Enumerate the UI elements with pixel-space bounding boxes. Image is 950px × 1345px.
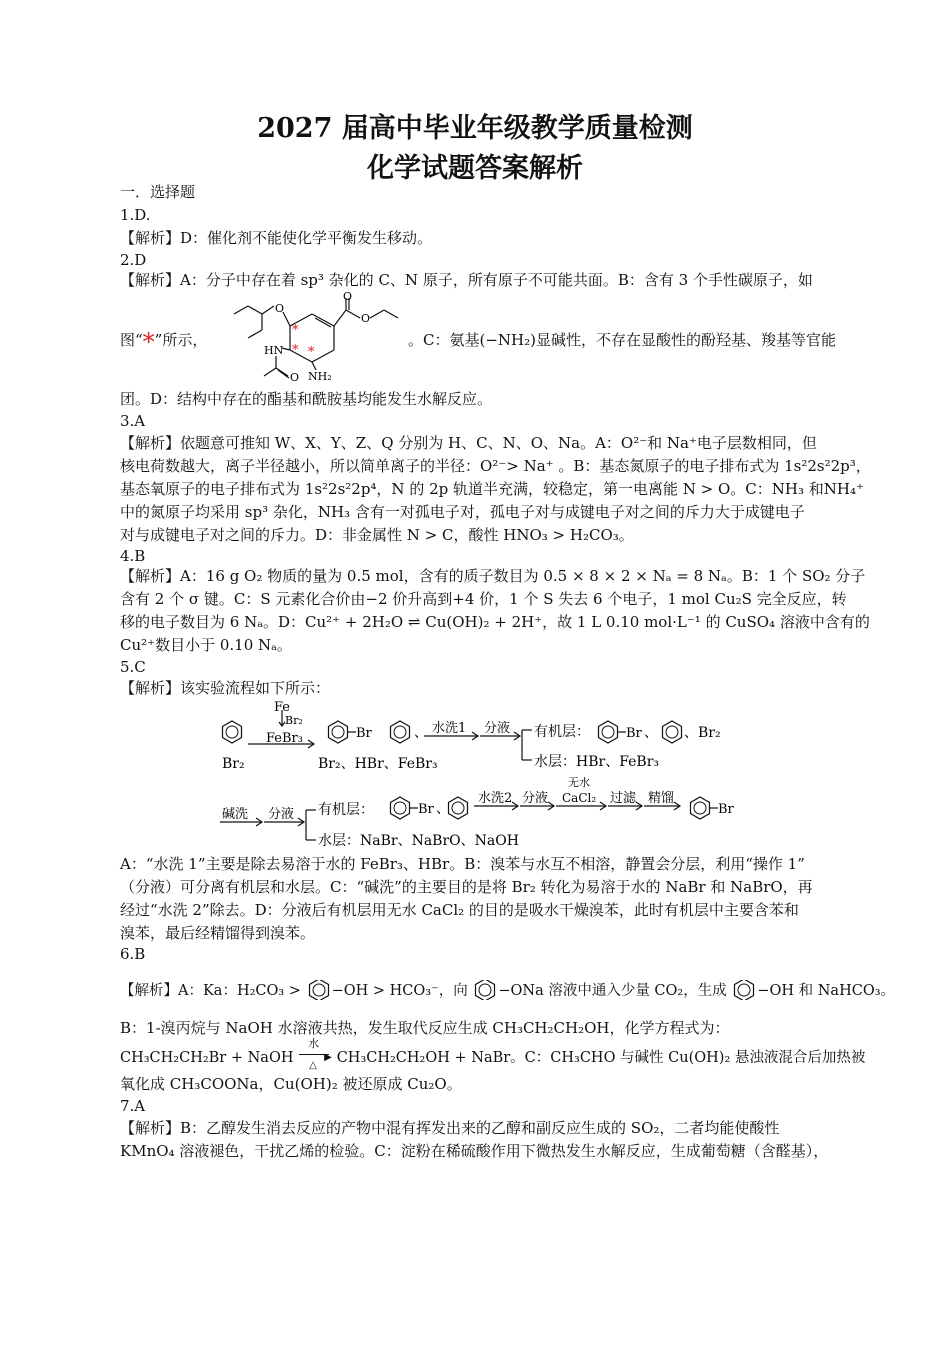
benzene-icon [663,721,682,743]
q6-text-c: −ONa 溶液中通入少量 CO₂，生成 [498,983,727,999]
flow-comma-2: 、 [644,725,658,741]
q6-answer: 6.B [120,945,146,963]
q4-line4: Cu²⁺数目小于 0.10 Nₐ。 [120,636,292,654]
flow-wash1: 水洗1 [432,721,467,736]
q2-answer: 2.D [120,251,147,269]
flow-br-label-4: Br [718,802,734,817]
q2-explanation-line2c: 。C：氨基(−NH₂)显碱性，不存在显酸性的酚羟基、羧基等官能 [408,331,836,349]
flow-filter: 过滤 [610,791,637,806]
phenoxide-ring-icon [472,980,498,1000]
phenol-ring-icon [306,980,332,1000]
q1-explanation: 【解析】D：催化剂不能使化学平衡发生移动。 [120,229,433,247]
mol-chiral-star-2: * [292,343,299,358]
mol-label-o3: O [275,302,285,315]
q6-line1 [120,980,896,1001]
reaction-arrow-icon [298,1037,332,1071]
flow-reactant-br2: Br₂ [222,756,245,772]
q2-explanation-line3: 团。D：结构中存在的酯基和酰胺基均能发生水解反应。 [120,390,493,408]
q5-intro: 【解析】该实验流程如下所示： [120,679,331,697]
phenol-ring-icon [731,980,757,1000]
q1-answer: 1.D. [120,206,151,224]
flow-br2-top: Br₂ [285,714,303,727]
q6-text-b: −OH > HCO₃⁻，向 [331,983,468,999]
flow-org1-items: 、Br₂ [684,725,721,741]
q5-line4: 溴苯，最后经精馏得到溴苯。 [120,924,316,942]
flow-anhydrous: 无水 [568,776,590,789]
flow-sep3: 分液 [522,791,549,806]
q6-equation-right: CH₃CH₂CH₂OH + NaBr。C：CH₃CHO 与碱性 Cu(OH)₂ 悬浊液混合后加热被 [336,1050,866,1066]
flow-br-label-1: Br [356,726,372,741]
bromobenzene-process-flow-diagram [210,700,750,855]
q2-text-shown: ”所示， [154,331,208,349]
mol-label-o2: O [361,312,371,325]
flow-br-label-2: Br [626,726,642,741]
benzene-icon [329,721,348,743]
q4-line2: 含有 2 个 σ 键。C：S 元素化合价由−2 价升高到+4 价，1 个 S 失去 6 个电子，1 mol Cu₂S 完全反应，转 [120,590,847,608]
benzene-icon [691,797,710,819]
q3-line3: 基态氧原子的电子排布式为 1s²2s²2p⁴，N 的 2p 轨道半充满，较稳定，第一电离能 N > O。C：NH₃ 和NH₄⁺ [120,480,864,498]
benzene-icon [391,721,410,743]
q2-text-fig: 图“ [120,331,143,349]
document-subtitle: 化学试题答案解析 [367,153,583,184]
q4-answer: 4.B [120,547,146,565]
flow-comma-3: 、 [436,801,450,817]
mol-label-o1: O [343,290,353,303]
flow-cacl2: CaCl₂ [562,791,597,805]
q6-equation-left: CH₃CH₂CH₂Br + NaOH [120,1050,294,1066]
q2-explanation-line1: 【解析】A：分子中存在着 sp³ 杂化的 C、N 原子，所有原子不可能共面。B：含有 3 个手性碳原子，如 [120,271,813,289]
mol-label-o4: O [290,371,300,382]
document-title: 2027 届高中毕业年级教学质量检测 [257,113,693,144]
mol-chiral-star-3: * [308,345,315,360]
flow-comma: 、 [414,725,428,741]
flow-aq1: 水层：HBr、FeBr₃ [534,754,660,770]
q6-text-a: 【解析】A：Ka：H₂CO₃ > [120,983,301,999]
flow-aq2: 水层：NaBr、NaBrO、NaOH [318,833,519,849]
flow-br-label-3: Br [418,802,434,817]
q4-line1: 【解析】A：16 g O₂ 物质的量为 0.5 mol，含有的质子数目为 0.5 × 8 × 2 × Nₐ = 8 Nₐ。B：1 个 SO₂ 分子 [120,567,866,585]
flow-alkali: 碱洗 [222,807,249,822]
q3-line4: 中的氮原子均采用 sp³ 杂化，NH₃ 含有一对孤电子对，孤电子对与成键电子对之间的斥力大于成键电子 [120,503,805,521]
flow-sep1: 分液 [484,721,511,736]
arrow-condition-top: 水 [308,1037,320,1050]
q5-line1: A：“水洗 1”主要是除去易溶于水的 FeBr₃、HBr。B：溴苯与水互不相溶，静置会分层，利用“操作 1” [120,855,805,873]
q7-answer: 7.A [120,1097,146,1115]
flow-febr3: FeBr₃ [266,731,303,746]
mol-label-hn: HN [264,344,284,357]
q6-text-d: −OH 和 NaHCO₃。 [757,983,896,999]
q6-line2: B：1-溴丙烷与 NaOH 水溶液共热，发生取代反应生成 CH₃CH₂CH₂OH，化学方程式为： [120,1019,730,1037]
flow-sep2: 分液 [268,807,295,822]
benzene-icon [449,797,468,819]
q3-answer: 3.A [120,412,146,430]
q5-answer: 5.C [120,658,146,676]
flow-distill: 精馏 [648,791,675,806]
q5-line2: （分液）可分离有机层和水层。C：“碱洗”的主要目的是将 Br₂ 转化为易溶于水的 NaBr 和 NaBrO，再 [120,878,813,896]
q5-line3: 经过“水洗 2”除去。D：分液后有机层用无水 CaCl₂ 的目的是吸水干燥溴苯，此时有机层中主要含苯和 [120,901,799,919]
flow-product: Br₂、HBr、FeBr₃ [318,756,438,772]
q4-line3: 移的电子数目为 6 Nₐ。D：Cu²⁺ + 2H₂O ⇌ Cu(OH)₂ + 2H⁺，故 1 L 0.10 mol·L⁻¹ 的 CuSO₄ 溶液中含有的 [120,613,870,631]
benzene-icon [599,721,618,743]
chiral-star-icon: * [142,328,155,356]
flow-org2: 有机层： [318,802,374,818]
oseltamivir-structure-diagram [228,290,408,382]
flow-wash2: 水洗2 [478,791,513,806]
benzene-icon [391,797,410,819]
q6-line4: 氧化成 CH₃COONa，Cu(OH)₂ 被还原成 Cu₂O。 [120,1075,462,1093]
q7-line2: KMnO₄ 溶液褪色，干扰乙烯的检验。C：淀粉在稀硫酸作用下微热发生水解反应，生成葡萄糖（含醛基）， [120,1142,829,1160]
q2-explanation-line2a [120,328,240,356]
flow-fe: Fe [274,700,291,715]
q6-line3 [120,1037,866,1071]
q3-line1: 【解析】依题意可推知 W、X、Y、Z、Q 分别为 H、C、N、O、Na。A：O²⁻和 Na⁺电子层数相同，但 [120,434,817,452]
arrow-head: ▶ [324,1052,332,1063]
q3-line5: 对与成键电子对之间的斥力。D：非金属性 N > C，酸性 HNO₃ > H₂CO₃。 [120,526,634,544]
q3-line2: 核电荷数越大，离子半径越小，所以简单离子的半径：O²⁻> Na⁺ 。B：基态氮原子的电子排布式为 1s²2s²2p³， [120,457,871,475]
q7-line1: 【解析】B：乙醇发生消去反应的产物中混有挥发出来的乙醇和副反应生成的 SO₂，二者均能使酸性 [120,1119,780,1137]
section-heading: 一．选择题 [120,183,196,201]
mol-chiral-star-1: * [292,323,299,338]
mol-label-nh2: NH₂ [308,370,332,382]
benzene-icon [223,721,242,743]
arrow-condition-bottom: △ [309,1060,317,1071]
flow-org1: 有机层： [534,724,590,740]
